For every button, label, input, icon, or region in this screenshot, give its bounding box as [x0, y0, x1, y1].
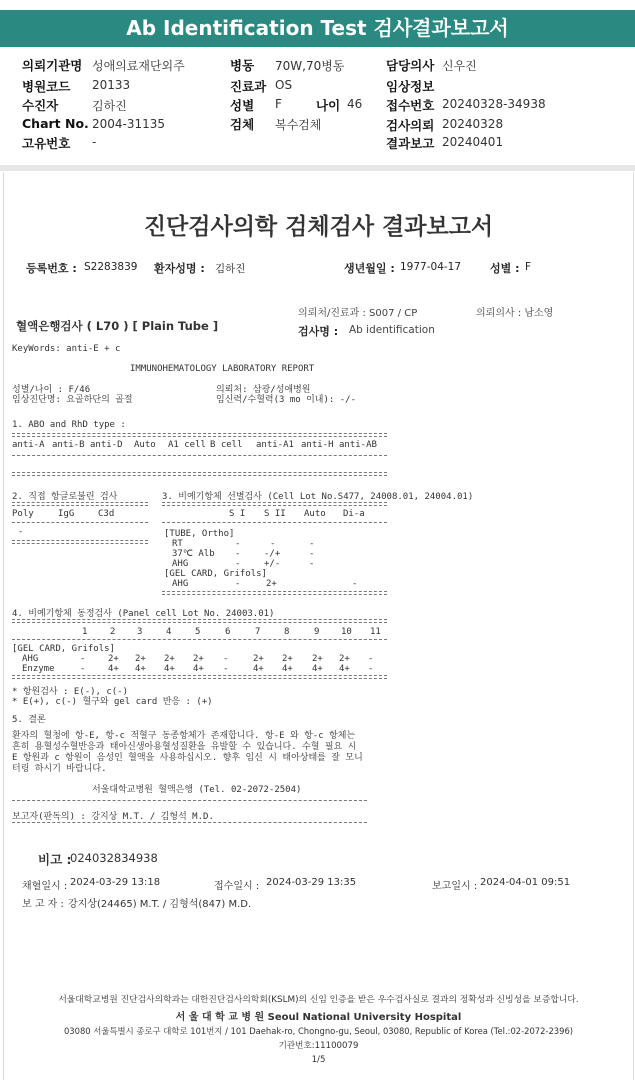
pregnancy-history: 임신력/수혈력(3 mo 이내): -/-	[216, 395, 356, 405]
screen-value: -	[235, 559, 241, 569]
divider	[162, 591, 387, 595]
panel-cell-number: 8	[284, 627, 290, 637]
header-value: 성애의료재단외주	[92, 59, 185, 73]
note-label: 비고 :	[38, 852, 72, 867]
receive-value: 2024-03-29 13:35	[266, 877, 357, 888]
header-label: 검사의뢰	[386, 118, 435, 133]
header-label: 담당의사	[386, 58, 435, 73]
footer-institution-number: 기관번호:11100079	[278, 1041, 359, 1051]
screen-value: -	[235, 539, 241, 549]
header-value: F	[275, 97, 282, 111]
header-value: 70W,70병동	[275, 59, 345, 73]
screen-value: -	[270, 539, 276, 549]
panel-reaction: 2+	[312, 654, 323, 664]
receive-label: 접수일시 :	[214, 881, 260, 892]
divider	[12, 800, 367, 801]
test-name-value: Ab identification	[349, 324, 435, 336]
panel-gel-label: [GEL CARD, Grifols]	[12, 644, 115, 654]
conclusion-line: 흔히 용혈성수혈반응과 태아신생아용혈성질환을 유발할 수 있습니다. 수혈 필요 시	[12, 742, 357, 752]
header-value: 복수검체	[275, 118, 322, 132]
collect-value: 2024-03-29 13:18	[70, 877, 161, 888]
panel-cell-number: 11	[370, 627, 381, 637]
note-value: 024032834938	[70, 851, 158, 865]
screen-value: -/+	[264, 549, 281, 559]
header-value: 20240401	[442, 135, 504, 149]
footer-certification: 서울대학교병원 진단검사의학과는 대한진단검사의학회(KSLM)의 신임 인증을 받은 우수검사실로 결과의 정확성과 신빙성을 보증합니다.	[58, 995, 579, 1005]
header-value: 20240328-34938	[442, 97, 546, 111]
section4-title: 4. 비예기항체 동정검사 (Panel cell Lot No. 24003.01)	[12, 609, 275, 619]
header-label: 병동	[230, 58, 255, 73]
section2-title: 2. 직접 항글로불린 검사	[12, 492, 118, 502]
header-value: 2004-31135	[92, 117, 166, 131]
page-number: 1/5	[311, 1055, 326, 1065]
abo-header: anti-B	[52, 440, 85, 450]
divider	[162, 522, 387, 523]
reporter2-label: 보 고 자 :	[22, 899, 64, 910]
panel-reaction: 4+	[312, 664, 323, 674]
conclusion-line: 터링 하시기 바랍니다.	[12, 764, 107, 774]
reporter-line: 보고자(판독의) : 강지상 M.T. / 김형석 M.D.	[12, 812, 214, 822]
bloodbank-contact: 서울대학교병원 혈액은행 (Tel. 02-2072-2504)	[92, 785, 302, 795]
panel-row-name: AHG	[22, 654, 39, 664]
panel-reaction: 2+	[135, 654, 146, 664]
panel-reaction: 2+	[282, 654, 293, 664]
panel-cell-number: 9	[314, 627, 320, 637]
conclusion-line: E 항원과 c 항원이 음성인 혈액을 사용하십시오. 향후 임신 시 태아상태를 잘 모니	[12, 753, 363, 763]
header-label: 수진자	[22, 98, 59, 113]
divider	[12, 522, 148, 523]
divider	[12, 472, 387, 476]
conclusion-line: 환자의 혈청에 항-E, 항-c 적혈구 동종항체가 존재합니다. 항-E 와 항-c 항체는	[12, 731, 356, 741]
screen-row-name: AHG	[172, 579, 189, 589]
screen-value: -	[309, 559, 315, 569]
header-label: 결과보고	[386, 136, 435, 151]
header-label: 의뢰기관명	[22, 58, 83, 73]
gel-label: [GEL CARD, Grifols]	[164, 569, 267, 579]
screen-header: S II	[264, 509, 286, 519]
header-label: 성별	[230, 98, 255, 113]
test-title: 혈액은행검사 ( L70 ) [ Plain Tube ]	[16, 319, 219, 333]
test-name-label: 검사명 :	[298, 325, 339, 338]
screen-header: Di-a	[343, 509, 365, 519]
divider	[12, 619, 387, 623]
header-label: 임상정보	[386, 79, 435, 94]
abo-header: A1 cell	[168, 440, 206, 450]
panel-reaction: -	[223, 654, 229, 664]
divider	[12, 455, 387, 456]
panel-reaction: 4+	[253, 664, 264, 674]
screen-row-name: 37℃ Alb	[172, 549, 215, 559]
panel-reaction: 2+	[164, 654, 175, 664]
abo-header: anti-A	[12, 440, 45, 450]
panel-reaction: 2+	[253, 654, 264, 664]
panel-cell-number: 10	[341, 627, 352, 637]
report-value: 2024-04-01 09:51	[480, 877, 571, 888]
panel-cell-number: 2	[110, 627, 116, 637]
dept-line: 의뢰처/진료과 : S007 / CP	[298, 308, 418, 319]
sex-value: F	[525, 261, 532, 273]
panel-reaction: 2+	[339, 654, 350, 664]
header-value: 20133	[92, 78, 131, 92]
institution: 의뢰처: 삼광/성애병원	[216, 385, 311, 395]
tube-label: [TUBE, Ortho]	[164, 529, 235, 539]
header-separator	[0, 165, 635, 171]
doctor-line: 의뢰의사 : 남소영	[476, 308, 554, 319]
abo-header: anti-A1	[256, 440, 294, 450]
report-label: 보고일시 :	[432, 881, 478, 892]
screen-row-name: AHG	[172, 559, 189, 569]
clinical-diagnosis: 임상진단명: 요골하단의 골절	[12, 395, 133, 405]
screen-value: -	[235, 549, 241, 559]
panel-cell-number: 7	[255, 627, 261, 637]
header-value: 김하진	[92, 99, 127, 113]
reg-label: 등록번호 :	[26, 262, 77, 275]
report-title-bar	[0, 10, 635, 47]
abo-header: Auto	[134, 440, 156, 450]
header-value: 신우진	[442, 59, 477, 73]
header-label: 병원코드	[22, 79, 71, 94]
panel-reaction: -	[80, 664, 86, 674]
divider	[12, 502, 148, 506]
panel-reaction: -	[368, 664, 374, 674]
screen-header: S I	[229, 509, 246, 519]
abo-header: B cell	[210, 440, 243, 450]
collect-label: 채혈일시 :	[22, 881, 68, 892]
header-label: 검체	[230, 117, 255, 132]
panel-cell-number: 1	[82, 627, 88, 637]
header-label: 접수번호	[386, 98, 435, 113]
dat-header: Poly	[12, 509, 34, 519]
panel-reaction: 4+	[164, 664, 175, 674]
doc-title: 진단검사의학 검체검사 결과보고서	[143, 214, 494, 240]
panel-row-name: Enzyme	[22, 664, 55, 674]
screen-header: Auto	[304, 509, 326, 519]
panel-reaction: 2+	[193, 654, 204, 664]
dat-header: C3d	[98, 509, 115, 519]
screen-value: +/-	[264, 559, 281, 569]
report-subtitle: IMMUNOHEMATOLOGY LABORATORY REPORT	[130, 364, 315, 374]
abo-header: anti-D	[90, 440, 123, 450]
section3-title: 3. 비예기항체 선별검사 (Cell Lot No.S477, 24008.01, 24004.01)	[162, 492, 474, 502]
reg-value: S2283839	[84, 261, 138, 273]
screen-value: -	[235, 579, 241, 589]
panel-cell-number: 5	[195, 627, 201, 637]
footer-hospital: 서 울 대 학 교 병 원 Seoul National University Hospital	[175, 1012, 462, 1023]
panel-reaction: 4+	[282, 664, 293, 674]
divider	[12, 540, 148, 544]
header-label: 진료과	[230, 79, 267, 94]
panel-reaction: -	[223, 664, 229, 674]
divider	[12, 822, 367, 823]
abo-header: anti-AB	[339, 440, 377, 450]
keywords: KeyWords: anti-E + c	[12, 344, 121, 354]
dob-value: 1977-04-17	[400, 261, 462, 273]
patient-value: 김하진	[215, 263, 246, 275]
panel-reaction: -	[368, 654, 374, 664]
antigen-reaction: * E(+), c(-) 혈구와 gel card 반응 : (+)	[12, 697, 213, 707]
patient-label: 환자성명 :	[154, 262, 205, 275]
screen-value: -	[352, 579, 358, 589]
header-label: 고유번호	[22, 136, 71, 151]
divider	[12, 639, 387, 640]
header-value: 46	[347, 97, 363, 111]
divider	[12, 675, 387, 679]
sex-age: 성별/나이 : F/46	[12, 385, 91, 395]
antigen-test: * 항원검사 : E(-), c(-)	[12, 687, 129, 697]
panel-reaction: 4+	[135, 664, 146, 674]
panel-cell-number: 3	[137, 627, 143, 637]
header-label: 나이	[316, 98, 341, 113]
panel-reaction: 4+	[108, 664, 119, 674]
panel-cell-number: 4	[166, 627, 172, 637]
panel-reaction: -	[80, 654, 86, 664]
dob-label: 생년월일 :	[344, 262, 395, 275]
screen-row-name: RT	[172, 539, 183, 549]
header-value: 20240328	[442, 117, 504, 131]
panel-cell-number: 6	[225, 627, 231, 637]
dat-value: -	[18, 527, 24, 537]
screen-value: 2+	[266, 579, 277, 589]
header-label: Chart No.	[22, 116, 89, 131]
footer-address: 03080 서울특별시 종로구 대학로 101번지 / 101 Daehak-ro, Chongno-gu, Seoul, 03080, Republic of Korea (Tel.:02-2072-2396)	[63, 1026, 574, 1036]
header-value: -	[92, 135, 97, 149]
panel-reaction: 2+	[108, 654, 119, 664]
report-document	[3, 172, 634, 1080]
section1-title: 1. ABO and RhD type :	[12, 420, 126, 430]
report-title: Ab Identification Test 검사결과보고서	[126, 16, 509, 40]
reporter2-value: 강지상(24465) M.T. / 김형석(847) M.D.	[68, 899, 252, 910]
header-value: OS	[275, 78, 293, 92]
section5-title: 5. 결론	[12, 715, 46, 725]
divider	[12, 433, 387, 437]
dat-header: IgG	[58, 509, 75, 519]
abo-header: anti-H	[301, 440, 334, 450]
panel-reaction: 4+	[339, 664, 350, 674]
screen-value: -	[309, 549, 315, 559]
panel-reaction: 4+	[193, 664, 204, 674]
sex-label: 성별 :	[490, 262, 520, 275]
screen-value: -	[309, 539, 315, 549]
divider	[162, 502, 387, 506]
